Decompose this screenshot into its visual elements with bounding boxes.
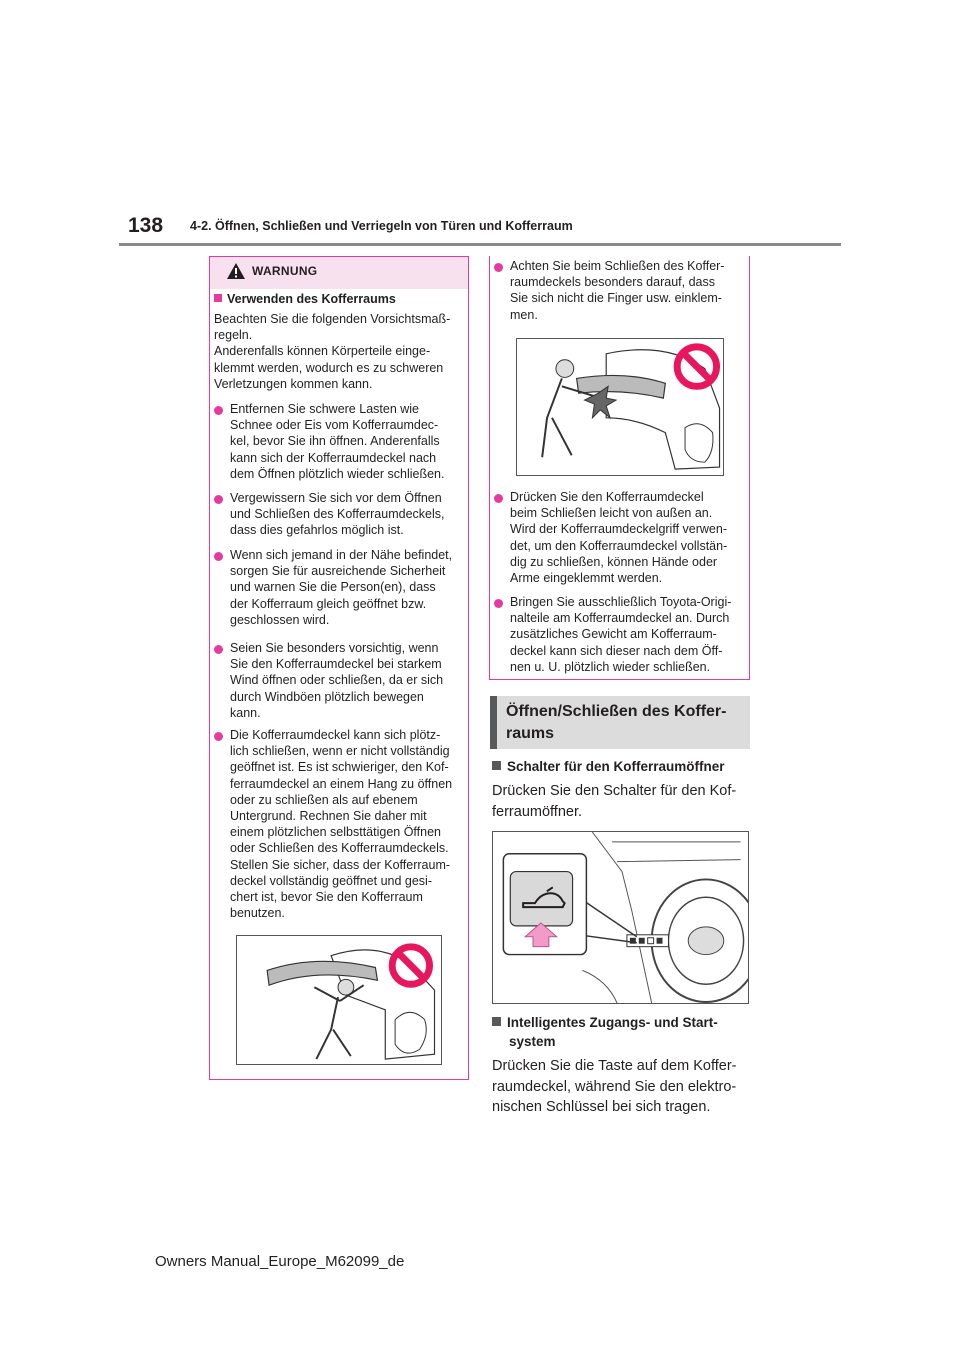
- warning-header: [210, 257, 468, 289]
- warning-bullet: Wenn sich jemand in der Nähe befindet, sorgen Sie für ausreichende Sicherheit und warnen Sie die Person(en), dass der Kofferraum gleich geöffnet bzw. geschlossen wird.: [230, 548, 453, 627]
- footer-text: Owners Manual_Europe_M62099_de: [155, 1253, 405, 1270]
- warning-intro: Beachten Sie die folgenden Vorsichtsmaß- regeln. Anderenfalls können Körperteile einge- klemmt werden, wodurch es zu schweren Verletzungen kommen kann.: [214, 312, 451, 391]
- section-heading: Öffnen/Schließen des Koffer- raums: [506, 703, 727, 742]
- smart-entry-subheading: Intelligentes Zugangs- und Start- system: [492, 1013, 718, 1051]
- section-title: 4-2. Öffnen, Schließen und Verriegeln von Türen und Kofferraum: [190, 219, 573, 233]
- header-rule: [119, 243, 841, 246]
- warning-bullet: Drücken Sie den Kofferraumdeckel beim Schließen leicht von außen an. Wird der Kofferraumdeckelgriff verwen- det, um den Kofferraumdeckel vollstän- dig zu schließen, können Hände oder Arme eingeklemmt werden.: [510, 490, 728, 586]
- warning-bullet: Seien Sie besonders vorsichtig, wenn Sie den Kofferraumdeckel bei starkem Wind öffnen oder schließen, da er sich durch Windböen plötzlich bewegen kann.: [230, 641, 444, 720]
- switch-subheading: Schalter für den Kofferraumöffner: [492, 757, 725, 776]
- page-number: 138: [128, 214, 164, 237]
- warning-subheading: Verwenden des Kofferraums: [214, 291, 396, 307]
- warning-triangle-icon: [226, 262, 246, 280]
- bullet-dot-icon: [214, 645, 223, 654]
- prohibited-icon: [392, 947, 429, 984]
- bullet-dot-icon: [494, 263, 503, 272]
- warning-bullet: Vergewissern Sie sich vor dem Öffnen und Schließen des Kofferraumdeckels, dass dies gefahrlos möglich ist.: [230, 491, 445, 538]
- square-bullet-icon: [492, 1017, 501, 1026]
- smart-entry-body: Drücken Sie die Taste auf dem Koffer- raumdeckel, während Sie den elektro- nischen Schlüssel bei sich tragen.: [492, 1058, 737, 1115]
- bullet-dot-icon: [214, 732, 223, 741]
- finger-pinch-illustration: [516, 338, 724, 476]
- trunk-switch-illustration: [492, 831, 749, 1004]
- section-heading-bar: [490, 696, 497, 749]
- bullet-dot-icon: [214, 406, 223, 415]
- square-bullet-icon: [214, 294, 222, 302]
- bullet-dot-icon: [494, 494, 503, 503]
- bullet-dot-icon: [214, 495, 223, 504]
- prohibited-icon: [677, 347, 716, 386]
- switch-body: Drücken Sie den Schalter für den Kof- ferraumöffner.: [492, 783, 737, 820]
- bullet-dot-icon: [214, 552, 223, 561]
- bullet-dot-icon: [494, 599, 503, 608]
- warning-title: WARNUNG: [252, 264, 318, 278]
- tailgate-hazard-illustration: [236, 935, 442, 1065]
- warning-bullet: Die Kofferraumdeckel kann sich plötz- lich schließen, wenn er nicht vollständig geöffnet ist. Es ist schwieriger, den Kof- ferraumdeckel an einem Hang zu öffnen oder zu schließen als auf ebenem Untergrund. Rechnen Sie daher mit einem plötzlichen selbsttätigen Öffnen oder Schließen des Kofferraumdeckels. Stellen Sie sicher, dass der Kofferraum- deckel vollständig geöffnet und gesi- chert ist, bevor Sie den Kofferraum benutzen.: [230, 728, 453, 921]
- warning-bullet: Bringen Sie ausschließlich Toyota-Origi- nalteile am Kofferraumdeckel an. Durch zusätzliches Gewicht am Kofferraum- deckel kann sich dieser nach dem Öff- nen u. U. plötzlich wieder schließen.: [510, 595, 732, 674]
- warning-bullet: Entfernen Sie schwere Lasten wie Schnee oder Eis vom Kofferraumdec- kel, bevor Sie ihn öffnen. Anderenfalls kann sich der Kofferraumdeckel nach dem Öffnen plötzlich wieder schließen.: [230, 402, 445, 481]
- warning-bullet: Achten Sie beim Schließen des Koffer- raumdeckels besonders darauf, dass Sie sich nicht die Finger usw. einklem- men.: [510, 259, 725, 322]
- square-bullet-icon: [492, 761, 501, 770]
